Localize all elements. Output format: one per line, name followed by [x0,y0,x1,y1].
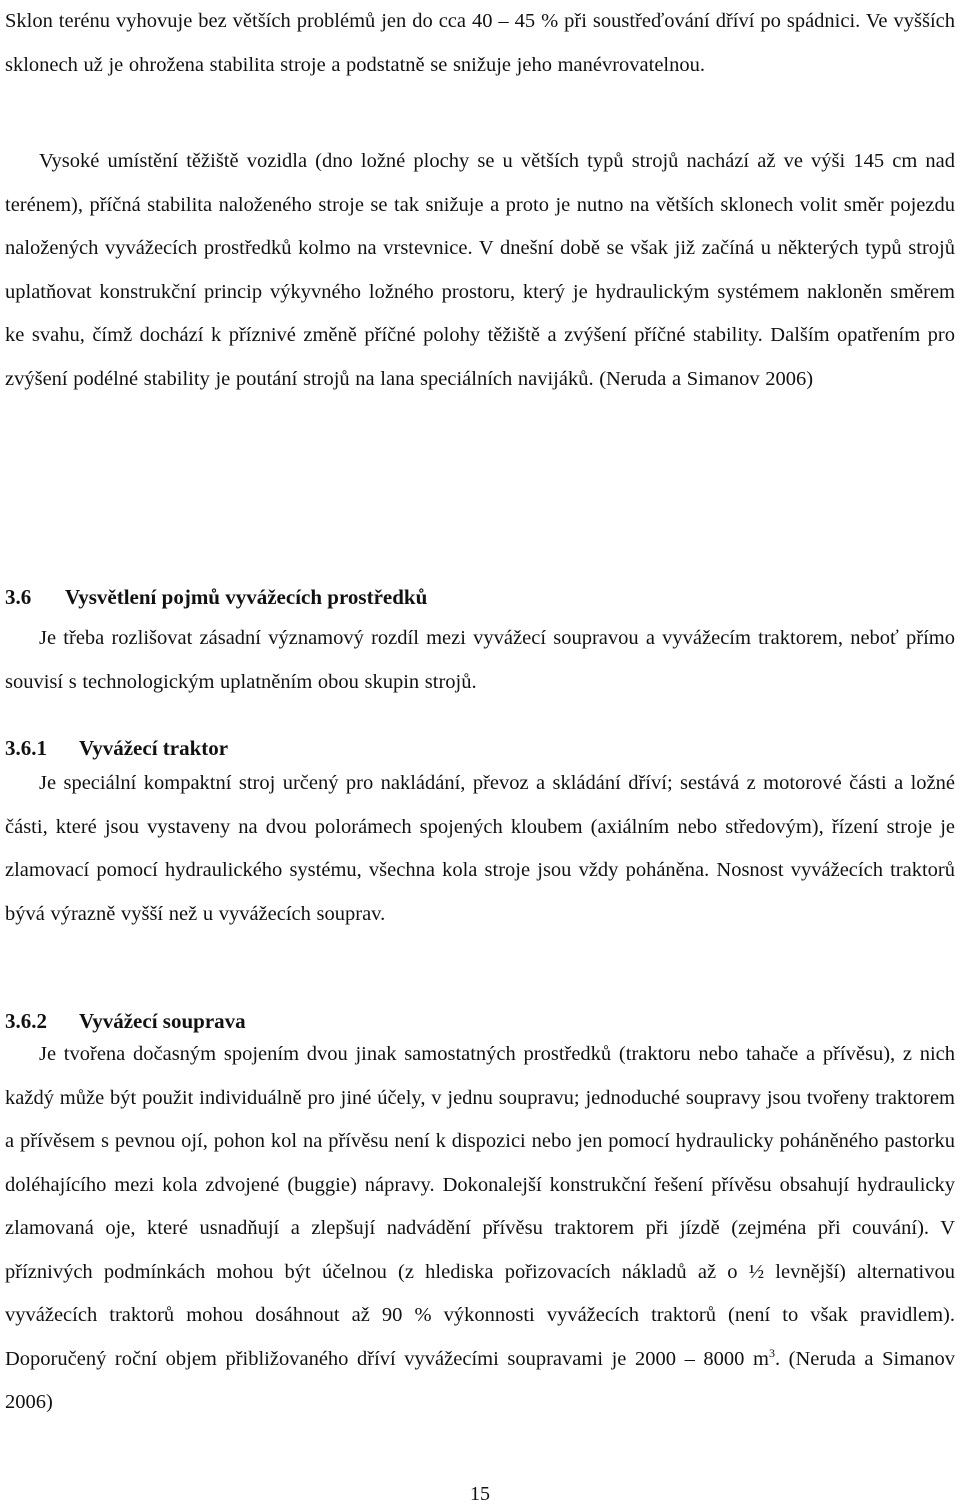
section-heading-3-6-2 [5,1006,246,1036]
paragraph-definitions: Je třeba rozlišovat zásadní významový rozdíl mezi vyvážecí soupravou a vyvážecím traktorem, neboť přímo souvisí s technologickým uplatněním obou skupin strojů. [5,627,955,693]
paragraph-forwarder-set [5,1033,955,1425]
citation: . (Neruda a Simanov 2006) [5,1347,955,1413]
paragraph-slope: Sklon terénu vyhovuje bez větších problémů jen do cca 40 – 45 % při soustřeďování dříví po spádnici. Ve vyšších sklonech už je ohrožena stabilita stroje a podstatně se snižuje jeho manévrovatelnou. [5,10,955,76]
section-heading-3-6-1 [5,733,228,763]
section-heading-3-6 [5,582,427,612]
paragraph-forwarder-tractor: Je speciální kompaktní stroj určený pro nakládání, převoz a skládání dříví; sestává z motorové části a ložné části, které jsou vystaveny na dvou polorámech spojených kloubem (axiálním nebo středovým), řízení stroje je zlamovací pomocí hydraulického systému, všechna kola stroje jsou vždy poháněna. Nosnost vyvážecích traktorů bývá výrazně vyšší než u vyvážecích souprav. [5,772,955,925]
superscript-unit: 3 [768,1345,775,1360]
section-title: Vyvážecí souprava [79,1009,246,1033]
section-title: Vysvětlení pojmů vyvážecích prostředků [65,585,428,609]
paragraph-text: Je tvořena dočasným spojením dvou jinak samostatných prostředků (traktoru nebo tahače a přívěsu), z nich každý může být použit individuálně pro jiné účely, v jednu soupravu; jednoduché soupravy jsou tvořeny traktorem a přívěsem s pevnou ojí, pohon kol na přívěsu není k dispozici nebo jen pomocí hydraulicky poháněného pastorku doléhajícího mezi kola zdvojené (buggie) nápravy. Dokonalejší konstrukční řešení přívěsu obsahují hydraulicky zlamovaná oje, které usnadňují a zlepšují nadvádění přívěsu traktorem při jízdě (zejména při couvání). V příznivých podmínkách mohou být účelnou (z hlediska pořizovacích nákladů až o ½ levnější) alternativou vyvážecích traktorů mohou dosáhnout až 90 % výkonnosti vyvážecích traktorů (není to však pravidlem). Doporučený roční objem přibližovaného dříví vyvážecími soupravami je 2000 – 8000 m [5,1043,955,1370]
paragraph-center-of-gravity: Vysoké umístění těžiště vozidla (dno ložné plochy se u větších typů strojů nachází až ve výši 145 cm nad terénem), příčná stabilita naloženého stroje se tak snižuje a proto je nutno na větších sklonech volit směr pojezdu naložených vyvážecích prostředků kolmo na vrstevnice. V dnešní době se však již začíná u některých typů strojů uplatňovat konstrukční princip výkyvného ložného prostoru, který je hydraulickým systémem nakloněn směrem ke svahu, čímž dochází k příznivé změně příčné polohy těžiště a zvýšení příčné stability. Dalším opatřením pro zvýšení podélné stability je poutání strojů na lana speciálních navijáků. (Neruda a Simanov 2006) [5,150,955,390]
section-number: 3.6.2 [5,1009,47,1033]
section-number: 3.6 [5,585,32,609]
section-title: Vyvážecí traktor [79,736,229,760]
page-number: 15 [470,1483,490,1505]
section-number: 3.6.1 [5,736,47,760]
